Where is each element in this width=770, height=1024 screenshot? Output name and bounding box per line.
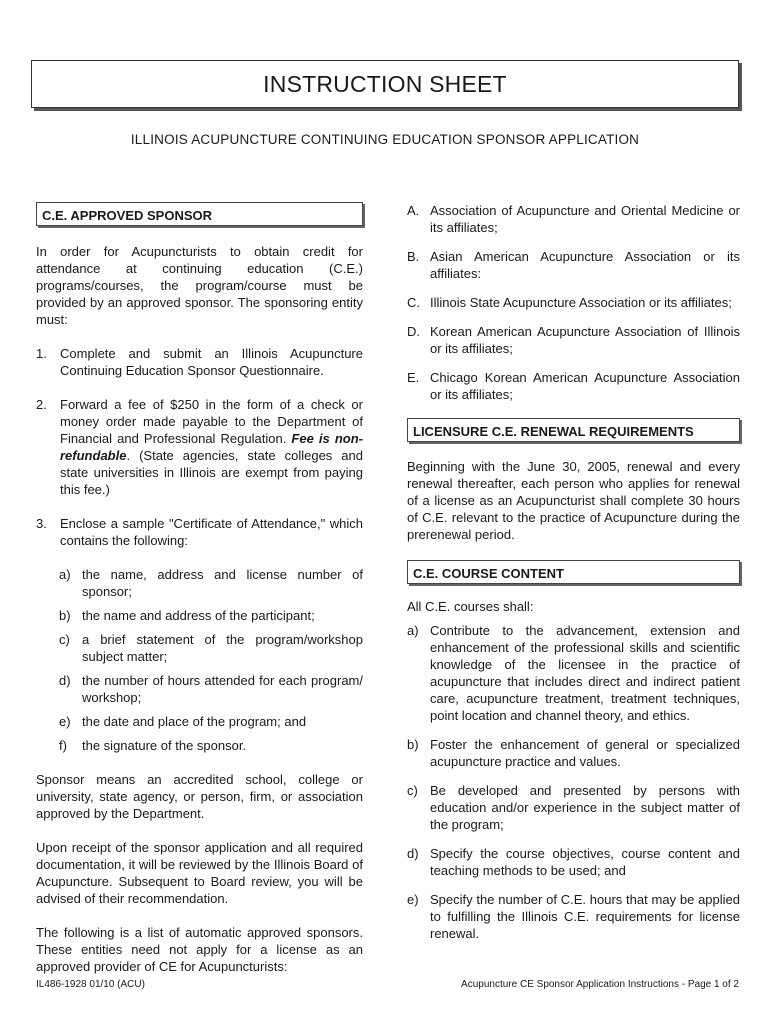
item-letter: c) — [407, 783, 418, 798]
list-item — [407, 202, 740, 236]
sub-item-text: a brief statement of the program/workshop subject matter; — [82, 632, 363, 664]
list-item — [36, 515, 363, 549]
item-text: Contribute to the advancement, extension and enhancement of the professional skills and scientific knowledge of the licensee in the practice of acupuncture that includes direct and indirect patient care, acupuncture treatment, treatment techniques, point location and channel theory, and ethics. — [430, 623, 740, 723]
list-item — [407, 782, 740, 833]
item-text: Enclose a sample "Certificate of Attendance," which contains the following: — [60, 516, 363, 548]
sponsor-definition-paragraph: Sponsor means an accredited school, college or university, state agency, or person, firm, or association approved by the Department. — [36, 772, 363, 821]
sub-item-letter: f) — [59, 738, 67, 753]
item-number: 2. — [36, 397, 47, 412]
item-text: Be developed and presented by persons with education and/or experience in the subject matter of the program; — [430, 783, 740, 832]
sub-item-letter: c) — [59, 632, 70, 647]
item-text: Asian American Acupuncture Association or its affiliates: — [430, 249, 740, 281]
list-item — [407, 845, 740, 879]
sub-item — [59, 713, 363, 730]
section-approved-sponsor: C.E. APPROVED SPONSOR — [36, 202, 363, 226]
item-letter: B. — [407, 249, 420, 264]
item-text: Complete and submit an Illinois Acupuncture Continuing Education Sponsor Questionnaire. — [60, 346, 363, 378]
item-text: Forward a fee of $250 in the form of a check or money order made payable to the Department of Financial and Professional Regulation. Fee is non-refundable. (State agencies, state colleges and state universities in Illinois are exempt from paying this fee.) — [60, 397, 363, 497]
sub-item-text: the number of hours attended for each program/ workshop; — [82, 673, 363, 705]
list-item — [407, 369, 740, 403]
section-licensure-renewal: LICENSURE C.E. RENEWAL REQUIREMENTS — [407, 418, 740, 442]
review-paragraph: Upon receipt of the sponsor application and all required documentation, it will be reviewed by the Illinois Board of Acupuncture. Subsequent to Board review, you will be advised of their recommendation. — [36, 840, 363, 906]
sub-item-letter: a) — [59, 567, 71, 582]
item-letter: D. — [407, 324, 420, 339]
approved-sponsors-intro: The following is a list of automatic approved sponsors. These entities need not apply for a license as an approved provider of CE for Acupuncturists: — [36, 925, 363, 974]
item-text: Foster the enhancement of general or specialized acupuncture practice and values. — [430, 737, 740, 769]
sub-item-text: the name, address and license number of sponsor; — [82, 567, 363, 599]
item-letter: C. — [407, 295, 420, 310]
item-text: Korean American Acupuncture Association of Illinois or its affiliates; — [430, 324, 740, 356]
item-letter: a) — [407, 623, 419, 638]
sub-item-letter: b) — [59, 608, 71, 623]
section-course-content: C.E. COURSE CONTENT — [407, 560, 740, 584]
sub-item-letter: d) — [59, 673, 71, 688]
list-item — [407, 248, 740, 282]
left-column — [36, 202, 363, 975]
sub-item-letter: e) — [59, 714, 71, 729]
sub-item — [59, 631, 363, 665]
item-text: Chicago Korean American Acupuncture Association or its affiliates; — [430, 370, 740, 402]
fee-nonrefundable-note: Fee is non-refundable — [60, 431, 363, 463]
sub-item — [59, 737, 363, 754]
sub-item — [59, 607, 363, 624]
sub-item-text: the date and place of the program; and — [82, 714, 307, 729]
item-text: Illinois State Acupuncture Association or its affiliates; — [430, 295, 732, 310]
right-column — [407, 202, 740, 942]
sub-item-text: the name and address of the participant; — [82, 608, 315, 623]
renewal-paragraph: Beginning with the June 30, 2005, renewal and every renewal thereafter, each person who applies for renewal of a license as an Acupuncturist shall complete 30 hours of C.E. relevant to the practice of Acupuncture during the prerenewal period. — [407, 459, 740, 542]
item-letter: d) — [407, 846, 419, 861]
list-item — [36, 345, 363, 379]
item-text: Specify the number of C.E. hours that may be applied to fulfilling the Illinois C.E. requirements for license renewal. — [430, 892, 740, 941]
sub-item-text: the signature of the sponsor. — [82, 738, 247, 753]
item-letter: b) — [407, 737, 419, 752]
list-item — [407, 736, 740, 770]
page-subtitle: ILLINOIS ACUPUNCTURE CONTINUING EDUCATION SPONSOR APPLICATION — [130, 132, 640, 147]
form-id: IL486-1928 01/10 (ACU) — [36, 979, 145, 990]
list-item — [407, 622, 740, 724]
list-item — [36, 396, 363, 498]
sub-item — [59, 672, 363, 706]
page-title: INSTRUCTION SHEET — [31, 60, 739, 108]
intro-paragraph: In order for Acupuncturists to obtain credit for attendance at continuing education (C.E.) programs/courses, the program/course must be provided by an approved sponsor. The sponsoring entity must: — [36, 244, 363, 327]
sub-item — [59, 566, 363, 600]
item-letter: e) — [407, 892, 419, 907]
item-text: Specify the course objectives, course content and teaching methods to be used; and — [430, 846, 740, 878]
item-letter: E. — [407, 370, 420, 385]
course-content-intro: All C.E. courses shall: — [407, 599, 534, 614]
list-item — [407, 294, 740, 311]
item-text: Association of Acupuncture and Oriental Medicine or its affiliates; — [430, 203, 740, 235]
page-number: Acupuncture CE Sponsor Application Instructions - Page 1 of 2 — [461, 979, 739, 990]
item-letter: A. — [407, 203, 420, 218]
item-number: 1. — [36, 346, 47, 361]
item-number: 3. — [36, 516, 47, 531]
list-item — [407, 323, 740, 357]
list-item — [407, 891, 740, 942]
